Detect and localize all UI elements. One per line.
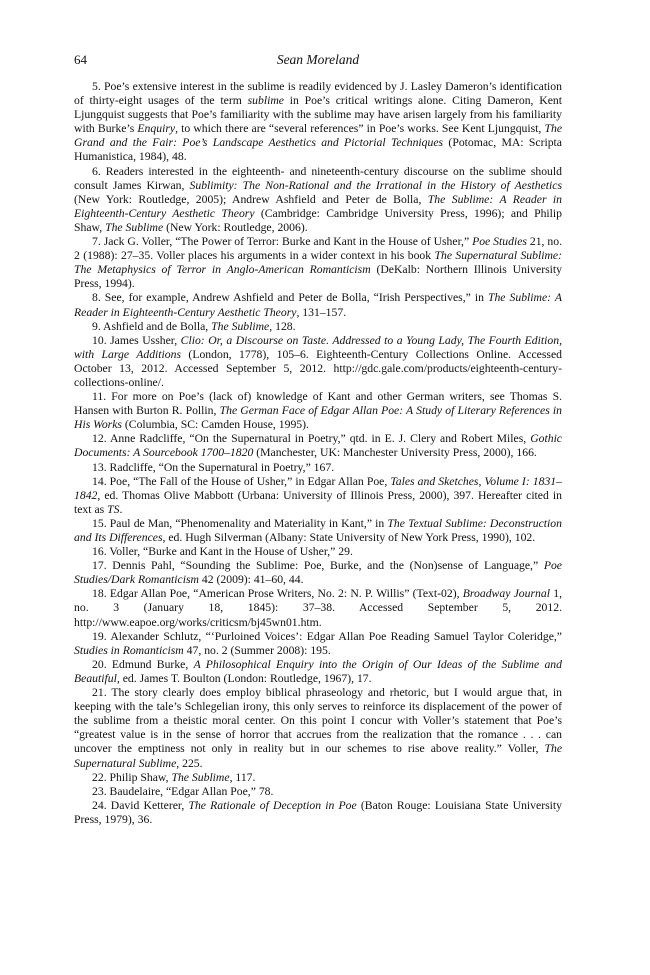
endnote-5 [74,80,562,165]
endnote-text-segment: 21. The story clearly does employ biblical phraseology and rhetoric, but I would argue that, in keeping with the tale’s Schlegelian irony, this only serves to reinforce its displacement of the power of the sublime from a theistic moral center. On this point I concur with Voller’s statement that Poe’s “greatest value is in the sense of horror that accrues from the realization that the romance . . . can uncover the emptiness not only in reality but in our schemes to rise above reality.” Voller, [74,686,562,756]
endnote-17 [74,559,562,587]
endnote-italic-segment: Enquiry [137,122,176,136]
endnote-19 [74,630,562,658]
endnote-14 [74,475,562,517]
endnote-italic-segment: sublime [247,94,284,108]
endnote-text-segment: 22. Philip Shaw, [92,770,172,784]
endnote-text-segment: 17. Dennis Pahl, “Sounding the Sublime: Poe, Burke, and the (Non)sense of Language,” [92,559,544,573]
endnote-italic-segment: The Textual Sublime: Deconstruction and Its Differences [74,516,562,544]
endnote-italic-segment: The Sublime [105,220,164,234]
endnote-italic-segment: Tales and Sketches, Volume I: 1831–1842 [74,474,562,502]
endnote-italic-segment: The German Face of Edgar Allan Poe: A Study of Literary References in His Works [74,404,562,432]
endnote-text-segment: 19. Alexander Schlutz, “‘Purloined Voices’: Edgar Allan Poe Reading Samuel Taylor Coleridge,” [92,629,562,643]
endnote-text-segment: 18. Edgar Allan Poe, “American Prose Writers, No. 2: N. P. Willis” (Text-02), [92,587,463,601]
endnote-italic-segment: Gothic Documents: A Sourcebook 1700–1820 [74,432,562,460]
endnote-italic-segment: Sublimity: The Non-Rational and the Irrational in the History of Aesthetics [189,178,563,192]
endnote-text-segment: , to which there are “several references” in Poe’s works. See Kent Ljungquist, [175,122,545,136]
endnote-23 [74,785,562,799]
endnote-text-segment: 1, no. 3 (January 18, 1845): 37–38. Accessed September 5, 2012. http://www.eapoe.org/works/criticsm/bj45wn01.htm. [74,587,562,629]
endnote-italic-segment: The Sublime: A Reader in Eighteenth-Century Aesthetic Theory [74,291,562,319]
endnote-10 [74,334,562,390]
endnote-italic-segment: The Sublime: A Reader in Eighteenth-Century Aesthetic Theory [74,192,562,220]
endnote-text-segment: 24. David Ketterer, [92,798,189,812]
endnote-6 [74,165,562,235]
endnotes-list [74,80,562,827]
endnote-18 [74,587,562,629]
endnote-text-segment: 8. See, for example, Andrew Ashfield and Peter de Bolla, “Irish Perspectives,” in [92,291,488,305]
endnote-italic-segment: The Sublime [171,770,230,784]
endnote-7 [74,235,562,291]
endnote-text-segment: (New York: Routledge, 2005); Andrew Ashfield and Peter de Bolla, [74,192,428,206]
endnote-21 [74,686,562,771]
endnote-text-segment: 13. Radcliffe, “On the Supernatural in Poetry,” 167. [92,460,335,474]
endnote-text-segment: 23. Baudelaire, “Edgar Allan Poe,” 78. [92,784,274,798]
page-number: 64 [74,52,87,67]
endnote-text-segment: 21, no. 2 (1988): 27–35. Voller places his arguments in a wider context in his book [74,235,563,263]
endnote-italic-segment: Clio: Or, a Discourse on Taste. Addressed to a Young Lady, The Fourth Edition, with Large Additions [74,333,562,361]
endnote-9 [74,320,562,334]
endnote-text-segment: (Potomac, MA: Scripta Humanistica, 1984), 48. [74,136,562,164]
endnote-16 [74,545,562,559]
endnote-13 [74,461,562,475]
endnote-text-segment: 9. Ashfield and de Bolla, [92,319,212,333]
endnote-12 [74,432,562,460]
running-head: Sean Moreland [276,52,360,67]
endnote-text-segment: 16. Voller, “Burke and Kant in the House of Usher,” 29. [92,545,353,559]
page-header [74,52,562,74]
endnote-text-segment: . [119,502,123,516]
endnote-text-segment: , ed. Thomas Olive Mabbott (Urbana: University of Illinois Press, 2000), 397. Hereafter cited in text as [74,488,562,516]
endnote-text-segment: 7. Jack G. Voller, “The Power of Terror: Burke and Kant in the House of Usher,” [92,235,473,249]
endnote-text-segment: 14. Poe, “The Fall of the House of Usher,” in Edgar Allan Poe, [92,474,391,488]
endnote-text-segment: (New York: Routledge, 2006). [163,220,308,234]
endnote-text-segment: , 225. [176,756,203,770]
endnote-italic-segment: A Philosophical Enquiry into the Origin of Our Ideas of the Sublime and Beautiful [74,657,562,685]
endnote-text-segment: 42 (2009): 41–60, 44. [198,573,304,587]
endnote-text-segment: (Cambridge: Cambridge University Press, 1996); and Philip Shaw, [74,206,562,234]
endnote-text-segment: 20. Edmund Burke, [92,657,194,671]
endnote-text-segment: (London, 1778), 105–6. Eighteenth-Century Collections Online. Accessed October 13, 2012. Accessed September 5, 2012. http://gdc.gale.com/products/eighteenth-century-collections-online/. [74,347,562,389]
endnote-text-segment: 47, no. 2 (Summer 2008): 195. [183,643,331,657]
endnote-text-segment: 6. Readers interested in the eighteenth- and nineteenth-century discourse on the sublime should consult James Kirwan, [74,164,562,192]
endnote-text-segment: , ed. Hugh Silverman (Albany: State University of New York Press, 1990), 102. [162,531,536,544]
endnote-italic-segment: The Supernatural Sublime: The Metaphysics of Terror in Anglo-American Romanticism [74,249,562,277]
endnote-text-segment: , 131–157. [296,305,347,319]
endnote-22 [74,771,562,785]
endnote-text-segment: in Poe’s critical writings alone. Citing Dameron, Kent Ljungquist suggests that Poe’s familiarity with the sublime may have arisen largely from his familiarity with Burke’s [74,94,562,136]
endnote-24 [74,799,562,827]
endnote-italic-segment: The Supernatural Sublime [74,742,562,770]
endnote-text-segment: (Manchester, UK: Manchester University Press, 2000), 166. [253,446,537,460]
endnote-italic-segment: Studies in Romanticism [74,643,184,657]
endnote-italic-segment: Poe Studies/Dark Romanticism [74,559,562,587]
endnote-text-segment: 10. James Ussher, [92,333,181,347]
endnote-text-segment: 5. Poe’s extensive interest in the sublime is readily evidenced by J. Lasley Dameron’s identification of thirty-eight usages of the term [74,80,562,108]
endnote-text-segment: (Columbia, SC: Camden House, 1995). [121,418,309,432]
endnote-text-segment: (Baton Rouge: Louisiana State University Press, 1979), 36. [74,798,562,826]
endnote-text-segment: , ed. James T. Boulton (London: Routledge, 1967), 17. [116,671,372,685]
endnote-italic-segment: The Grand and the Fair: Poe’s Landscape Aesthetics and Pictorial Techniques [74,122,563,150]
endnote-text-segment: , 117. [229,770,256,784]
endnote-italic-segment: TS [107,502,120,516]
endnote-text-segment: 15. Paul de Man, “Phenomenality and Materiality in Kant,” in [92,516,388,530]
endnote-text-segment: (DeKalb: Northern Illinois University Press, 1994). [74,263,562,291]
endnote-italic-segment: Broadway Journal [462,587,550,601]
endnote-italic-segment: Poe Studies [472,235,527,249]
endnote-italic-segment: The Rationale of Deception in Poe [188,798,357,812]
endnote-15 [74,517,562,545]
endnote-text-segment: , 128. [269,319,296,333]
endnote-text-segment: 11. For more on Poe’s (lack of) knowledge of Kant and other German writers, see Thomas S. Hansen with Burton R. Pollin, [74,390,562,418]
endnote-text-segment: 12. Anne Radcliffe, “On the Supernatural in Poetry,” qtd. in E. J. Clery and Robert Miles, [92,432,531,446]
endnote-20 [74,658,562,686]
endnote-italic-segment: The Sublime [211,319,270,333]
endnote-8 [74,291,562,319]
endnote-11 [74,390,562,432]
